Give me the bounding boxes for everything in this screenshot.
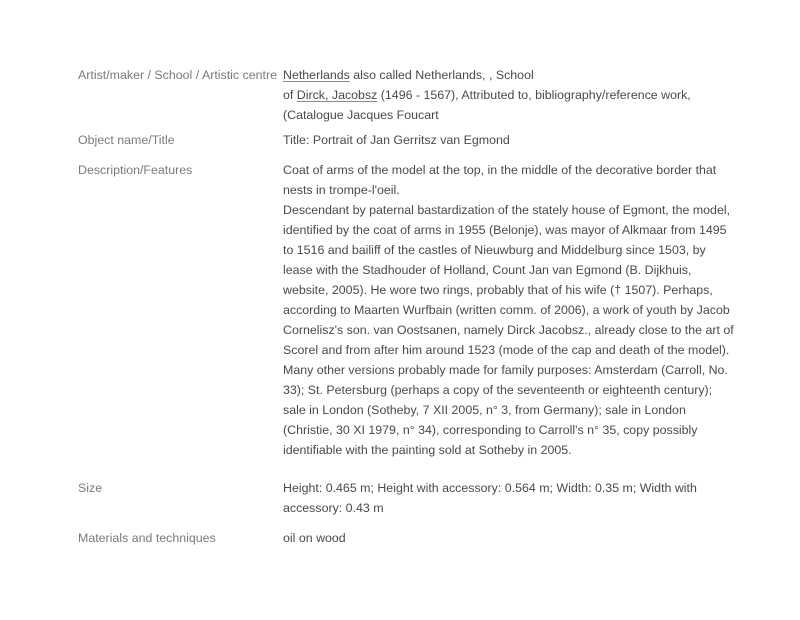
description-row [78,160,738,460]
size-label: Size [78,481,103,495]
materials-value: oil on wood [283,531,346,545]
artist-prefix: of [283,88,297,102]
description-paragraph-1: Coat of arms of the model at the top, in the middle of the decorative border that nests in trompe-l'oeil. [283,163,717,197]
artwork-record [78,65,738,548]
artist-attribution-text: (1496 - 1567), Attributed to, bibliography/reference work, (Catalogue Jacques Foucart [283,88,691,122]
materials-row [78,528,738,548]
object-name-label: Object name/Title [78,133,175,147]
artist-row [78,65,738,125]
artist-line-1 [283,65,738,85]
artist-value [283,65,738,125]
size-value: Height: 0.465 m; Height with accessory: 0.564 m; Width: 0.35 m; Width with accessory: 0.43 m [283,481,697,515]
description-label: Description/Features [78,163,193,177]
object-name-value: Title: Portrait of Jan Gerritsz van Egmond [283,133,510,147]
description-paragraph-2: Descendant by paternal bastardization of the stately house of Egmont, the model, identified by the coat of arms in 1955 (Belonje), was mayor of Alkmaar from 1495 to 1516 and bailiff of the castles of Nieuwburg and Middelburg since 1503, by lease with the Stadhouder of Holland, Count Jan van Egmond (B. Dijkhuis, website, 2005). He wore two rings, probably that of his wife († 1507). Perhaps, according to Maarten Wurfbain (written comm. of 2006), a work of youth by Jacob Cornelisz's son. van Oostsanen, namely Dirck Jacobsz., already close to the art of Scorel and from after him around 1523 (mode of the cap and death of the model). Many other versions probably made for family purposes: Amsterdam (Carroll, No. 33); St. Petersburg (perhaps a copy of the seventeenth or eighteenth century); sale in London (Sotheby, 7 XII 2005, n° 3, from Germany); sale in London (Christie, 30 XI 1979, n° 34), corresponding to Carroll's n° 35, copy possibly identifiable with the painting sold at Sotheby in 2005. [283,203,734,457]
school-text: also called Netherlands, , School [349,68,534,82]
artist-label: Artist/maker / School / Artistic centre [78,68,277,82]
school-link[interactable]: Netherlands [283,68,350,82]
artist-line-2 [283,85,738,125]
materials-label: Materials and techniques [78,531,216,545]
size-row [78,478,738,518]
description-value [283,160,738,460]
object-name-row [78,130,738,150]
artist-link[interactable]: Dirck, Jacobsz [296,88,378,102]
